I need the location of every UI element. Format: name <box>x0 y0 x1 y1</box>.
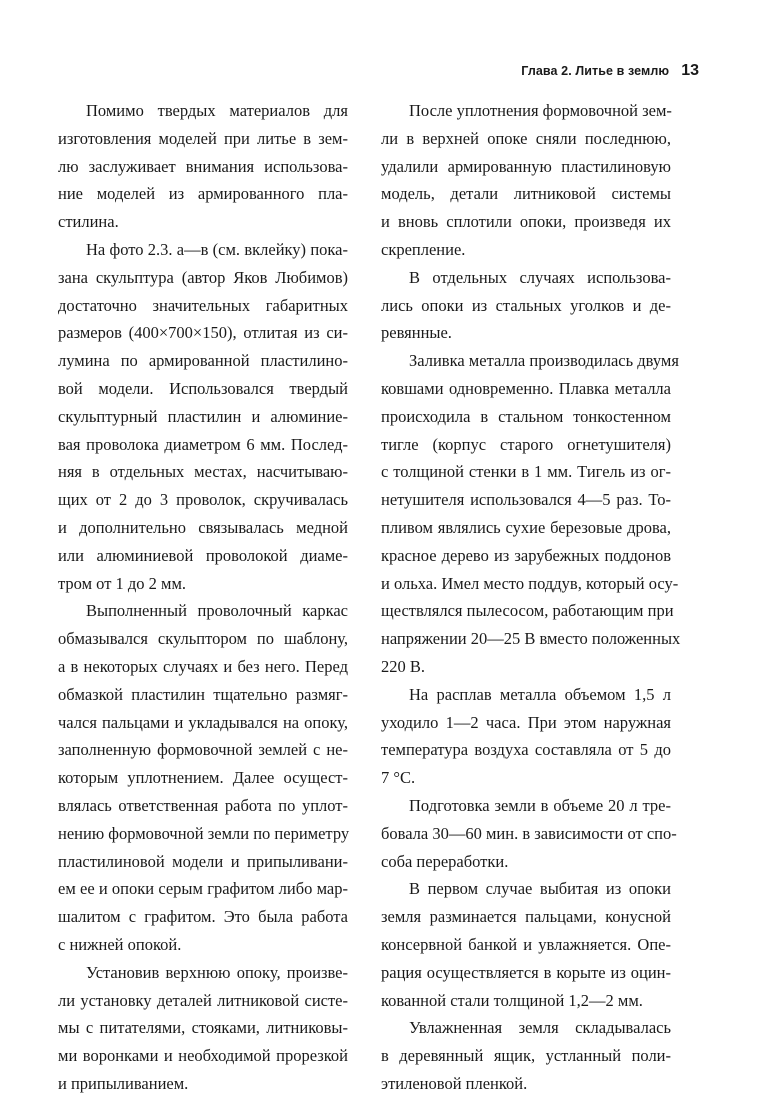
running-head <box>521 62 699 80</box>
chapter-title: Глава 2. Литье в землю <box>521 64 670 78</box>
text-line: заполненную формовочной землей с не- <box>58 740 348 760</box>
page-number: 13 <box>681 62 699 79</box>
text-line: лю заслуживает внимания использова- <box>58 156 348 176</box>
text-line: В первом случае выбитая из опоки <box>409 879 671 899</box>
text-line: щих от 2 до 3 проволок, скручивалась <box>58 490 348 510</box>
paragraph <box>381 347 681 681</box>
text-line: нению формовочной земли по периметру <box>58 823 350 843</box>
text-line: пластилиновой модели и припыливани- <box>58 851 348 871</box>
text-line: ли в верхней опоке сняли последнюю, <box>381 128 671 148</box>
text-line: бовала 30—60 мин. в зависимости от спо- <box>381 823 677 843</box>
text-line: скрепление. <box>381 239 466 259</box>
text-line: ние моделей из армированного пла- <box>58 184 348 204</box>
paragraph <box>381 792 677 875</box>
text-line: 220 В. <box>381 656 426 676</box>
text-line: нетушителя использовался 4—5 раз. То- <box>381 490 671 510</box>
text-line: уходило 1—2 часа. При этом наружная <box>381 712 671 732</box>
text-line: ли установку деталей литниковой систе- <box>58 990 348 1010</box>
text-line: консервной банкой и увлажняется. Опе- <box>381 934 671 954</box>
text-line: вая проволока диаметром 6 мм. Послед- <box>58 434 348 454</box>
text-line: мы с питателями, стояками, литниковы- <box>58 1018 348 1038</box>
text-line: температура воздуха составляла от 5 до <box>381 740 671 760</box>
text-line: с нижней опокой. <box>58 934 182 954</box>
text-line: Установив верхнюю опоку, произве- <box>86 962 348 982</box>
text-line: тигле (корпус старого огнетушителя) <box>381 434 671 454</box>
paragraph <box>381 264 671 347</box>
text-line: земля разминается пальцами, конусной <box>381 907 671 927</box>
paragraph <box>58 959 348 1098</box>
text-line: изготовления моделей при литье в зем- <box>58 128 348 148</box>
text-line: и вновь сплотили опоки, произведя их <box>381 212 671 232</box>
text-line: ревянные. <box>381 323 452 343</box>
text-line: которым уплотнением. Далее осущест- <box>58 768 348 788</box>
paragraph <box>58 236 348 597</box>
text-line: модель, детали литниковой системы <box>381 184 671 204</box>
paragraph <box>58 97 348 236</box>
text-line: ществлялся пылесосом, работающим при <box>381 601 674 621</box>
text-line: или алюминиевой проволокой диаме- <box>58 545 348 565</box>
text-line: и припыливанием. <box>58 1073 189 1093</box>
text-line: ковшами одновременно. Плавка металла <box>381 378 671 398</box>
text-line: чался пальцами и укладывался на опоку, <box>58 712 348 732</box>
text-line: соба переработки. <box>381 851 509 871</box>
text-line: обмазкой пластилин тщательно размяг- <box>58 684 348 704</box>
text-line: а в некоторых случаях и без него. Перед <box>58 656 348 676</box>
text-line: достаточно значительных габаритных <box>58 295 348 315</box>
text-line: На расплав металла объемом 1,5 л <box>409 684 671 704</box>
text-line: няя в отдельных местах, насчитываю- <box>58 462 348 482</box>
paragraph <box>381 1014 671 1097</box>
text-line: тром от 1 до 2 мм. <box>58 573 187 593</box>
text-line: удалили армированную пластилиновую <box>381 156 671 176</box>
paragraph <box>381 97 671 264</box>
text-line: Выполненный проволочный каркас <box>86 601 348 621</box>
text-line: и ольха. Имел место поддув, который осу- <box>381 573 679 593</box>
text-line: стилина. <box>58 212 119 232</box>
text-line: ми воронками и необходимой прорезкой <box>58 1046 348 1066</box>
text-line: размеров (400×700×150), отлитая из си- <box>58 323 348 343</box>
text-line: Подготовка земли в объеме 20 л тре- <box>409 795 671 815</box>
paragraph <box>58 597 348 958</box>
text-line: В отдельных случаях использова- <box>409 267 671 287</box>
text-line: в деревянный ящик, устланный поли- <box>381 1046 671 1066</box>
text-line: с толщиной стенки в 1 мм. Тигель из ог- <box>381 462 671 482</box>
text-line: ем ее и опоки серым графитом либо мар- <box>58 879 348 899</box>
text-line: Заливка металла производилась двумя <box>409 351 679 371</box>
text-line: влялась ответственная работа по уплот- <box>58 795 348 815</box>
text-line: скульптурный пластилин и алюминие- <box>58 406 348 426</box>
text-line: После уплотнения формовочной зем- <box>409 101 672 120</box>
text-line: пливом являлись сухие березовые дрова, <box>381 517 671 537</box>
text-line: красное дерево из зарубежных поддонов <box>381 545 671 565</box>
right-column <box>381 97 681 1098</box>
text-line: и дополнительно связывалась медной <box>58 517 348 537</box>
text-line: происходила в стальном тонкостенном <box>381 406 671 426</box>
text-line: этиленовой пленкой. <box>381 1073 528 1093</box>
text-line: напряжении 20—25 В вместо положенных <box>381 629 681 649</box>
text-line: лись опоки из стальных уголков и де- <box>381 295 671 315</box>
text-line: рация осуществляется в корыте из оцин- <box>381 962 671 982</box>
paragraph <box>381 681 671 792</box>
text-line: Помимо твердых материалов для <box>86 101 348 120</box>
text-line: кованной стали толщиной 1,2—2 мм. <box>381 990 643 1010</box>
text-line: обмазывался скульптором по шаблону, <box>58 629 348 649</box>
text-line: шалитом с графитом. Это была работа <box>58 907 348 927</box>
text-line: вой модели. Использовался твердый <box>58 378 348 398</box>
text-line: На фото 2.3. а—в (см. вклейку) пока- <box>86 239 348 259</box>
text-line: лумина по армированной пластилино- <box>58 351 348 371</box>
text-line: 7 °С. <box>381 768 416 788</box>
paragraph <box>381 875 671 1014</box>
text-line: Увлажненная земля складывалась <box>409 1018 671 1038</box>
text-line: зана скульптура (автор Яков Любимов) <box>58 267 348 287</box>
left-column <box>58 97 348 1098</box>
